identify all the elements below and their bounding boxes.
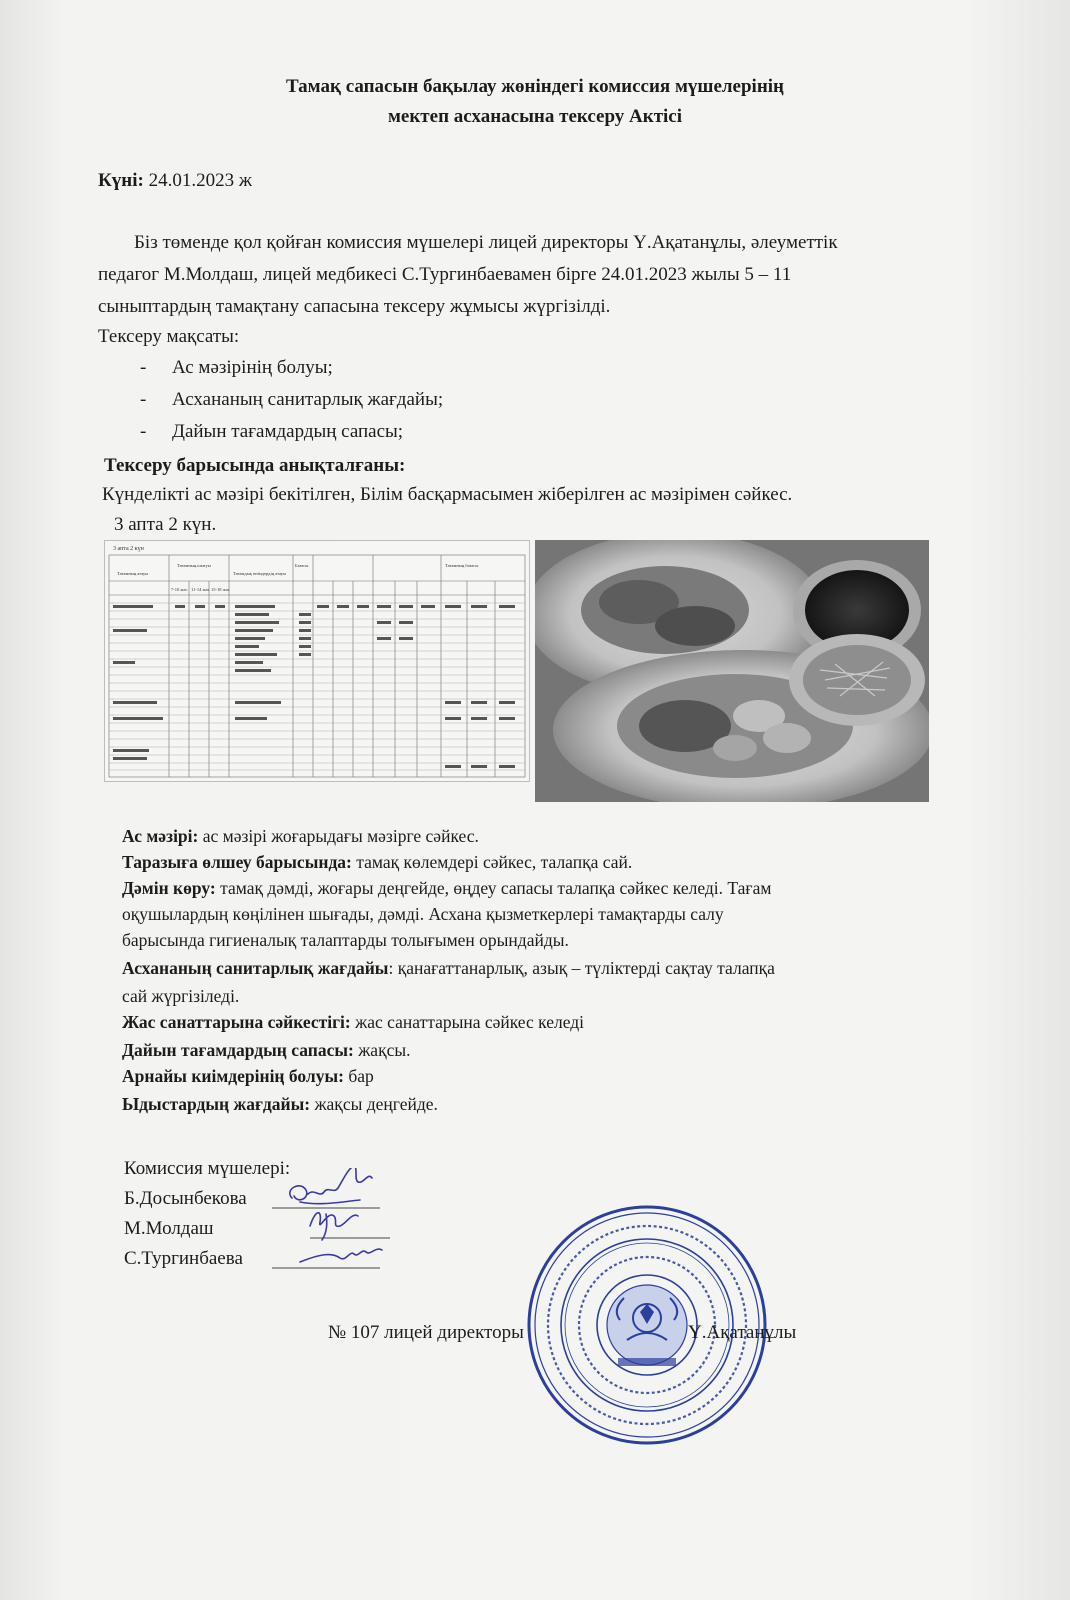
commission-member-1: Б.Досынбекова: [124, 1188, 247, 1209]
detail-weigh-label: Таразыға өлшеу барысында:: [122, 852, 352, 872]
menu-col-dish: Тағамның атауы: [117, 571, 149, 576]
detail-age-label: Жас санаттарына сәйкестігі:: [122, 1012, 351, 1032]
findings-line2: 3 апта 2 күн.: [114, 514, 217, 535]
date-label: Күні:: [98, 170, 144, 191]
detail-uniform-text: бар: [344, 1066, 374, 1086]
detail-dishes: [122, 1094, 438, 1115]
date-line: [98, 170, 252, 192]
detail-weigh-text: тамақ көлемдері сәйкес, талапқа сай.: [351, 852, 633, 872]
detail-dishes-text: жақсы деңгейде.: [310, 1094, 438, 1114]
findings-line1: Күнделікті ас мәзірі бекітілген, Білім басқармасымен жіберілген ас мәзірімен сәйкес.: [102, 484, 793, 505]
purpose-item-3: - Дайын тағамдардың сапасы;: [140, 421, 404, 442]
date-value: 24.01.2023 ж: [143, 170, 252, 191]
menu-age-3: 15-18 жас: [211, 587, 230, 592]
detail-age-text: жас санаттарына сәйкес келеді: [350, 1012, 585, 1032]
findings-label: Тексеру барысында анықталғаны:: [104, 455, 406, 476]
purpose-label: Тексеру мақсаты:: [98, 326, 240, 347]
commission-signatures: [270, 1168, 400, 1278]
purpose-item-2: - Асхананың санитарлық жағдайы;: [140, 389, 444, 410]
commission-member-3: С.Тургинбаева: [124, 1248, 243, 1269]
food-photo: [535, 540, 929, 802]
menu-col-dish-price: Тағамның бағасы: [445, 563, 479, 568]
purpose-item-text: Асхананың санитарлық жағдайы;: [172, 389, 444, 410]
detail-taste-text1: тамақ дәмді, жоғары деңгейде, өңдеу сапасы талапқа сәйкес келеді. Тағам: [215, 878, 772, 898]
detail-quality-label: Дайын тағамдардың сапасы:: [122, 1040, 354, 1060]
detail-sanitary-label: Асхананың санитарлық жағдайы: [122, 958, 389, 978]
purpose-item-text: Дайын тағамдардың сапасы;: [172, 421, 404, 442]
intro-line3: сыныптардың тамақтану сапасына тексеру жұмысы жүргізілді.: [98, 296, 611, 317]
kazakhstan-emblem-icon: [607, 1285, 687, 1365]
detail-quality: [122, 1040, 410, 1061]
detail-taste-line3: барысында гигиеналық талаптарды толығымен орындайды.: [122, 930, 569, 950]
detail-taste-label: Дәмін көру:: [122, 878, 216, 898]
doc-title-line1: Тамақ сапасын бақылау жөніндегі комиссия мүшелерінің: [285, 76, 784, 97]
detail-weigh: [122, 852, 632, 873]
detail-age: [122, 1012, 584, 1033]
detail-sanitary-text1: : қанағаттанарлық, азық – түліктерді сақтау талапқа: [388, 958, 775, 978]
detail-uniform: [122, 1066, 374, 1087]
detail-sanitary-line1: [122, 958, 775, 979]
commission-member-2: М.Молдаш: [124, 1218, 214, 1239]
doc-title-line2: мектеп асханасына тексеру Актісі: [387, 106, 683, 127]
menu-age-2: 11-14 жас: [191, 587, 210, 592]
detail-uniform-label: Арнайы киімдерінің болуы:: [122, 1066, 344, 1086]
director-title: № 107 лицей директоры: [328, 1322, 524, 1343]
detail-dishes-label: Ыдыстардың жағдайы:: [122, 1094, 311, 1114]
detail-quality-text: жақсы.: [353, 1040, 411, 1060]
intro-line2: педагог М.Молдаш, лицей медбикесі С.Тургинбаевамен бірге 24.01.2023 жылы 5 – 11: [98, 264, 792, 285]
purpose-item-text: Ас мәзірінің болуы;: [172, 357, 333, 378]
menu-col-products: Тағамдық өнімдердің атауы: [233, 571, 287, 576]
detail-taste-line2: оқушылардың көңілінен шығады, дәмді. Асхана қызметкерлері тамақтарды салу: [122, 904, 724, 924]
menu-table-note: 3 апта 2 күн: [113, 546, 144, 552]
detail-sanitary-line2: сай жүргізіледі.: [122, 986, 240, 1006]
detail-taste-line1: [122, 878, 771, 899]
menu-col-output: Тағамның шығуы: [177, 563, 211, 568]
commission-label: Комиссия мүшелері:: [124, 1158, 291, 1179]
menu-col-price: Бағасы: [295, 563, 309, 568]
menu-age-1: 7-10 жас: [171, 587, 188, 592]
purpose-item-1: - Ас мәзірінің болуы;: [140, 357, 333, 378]
detail-menu-text: ас мәзірі жоғарыдағы мәзірге сәйкес.: [198, 826, 479, 846]
menu-table-image: [104, 540, 530, 782]
detail-menu-label: Ас мәзірі:: [122, 826, 199, 846]
director-name: Ү.Ақатанұлы: [688, 1322, 797, 1343]
detail-menu: [122, 826, 479, 847]
intro-line1: Біз төменде қол қойған комиссия мүшелері лицей директоры Ү.Ақатанұлы, әлеуметтік: [134, 232, 838, 253]
